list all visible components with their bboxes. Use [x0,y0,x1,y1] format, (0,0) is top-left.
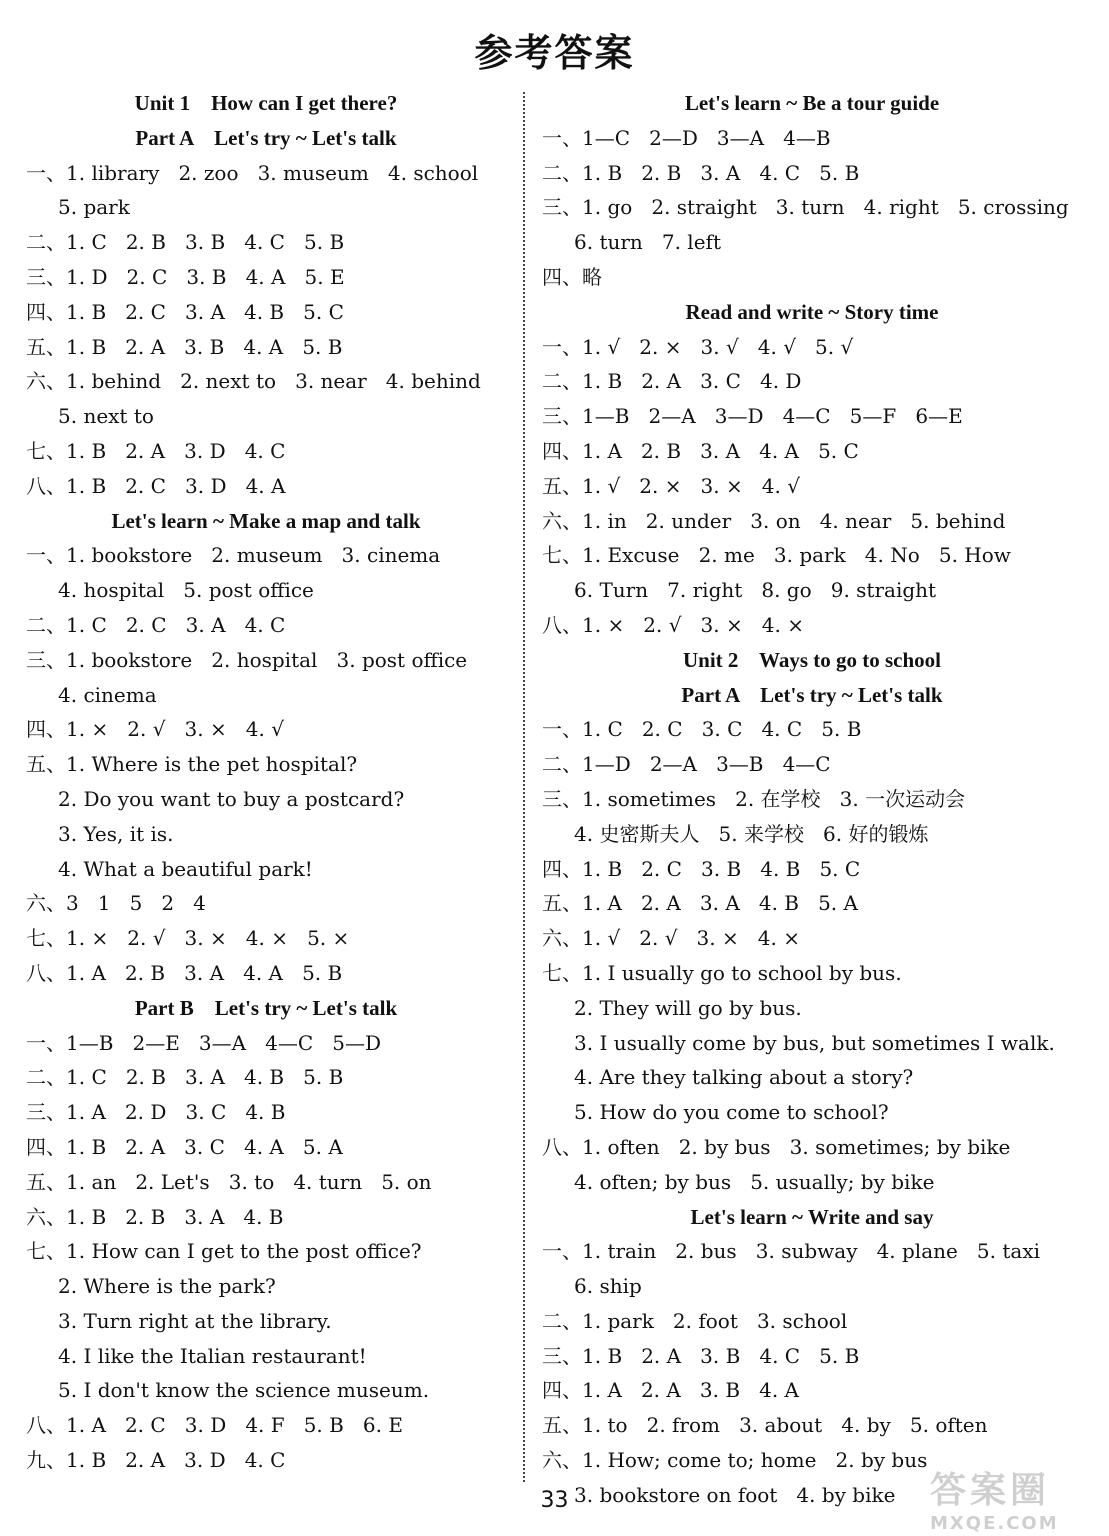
answer-line: 5. park [58,195,130,220]
answer-line: 五、1. Where is the pet hospital? [26,752,358,777]
answer-line: 五、1. √ 2. × 3. × 4. √ [542,473,800,498]
answer-line: 六、1. behind 2. next to 3. near 4. behind [26,369,481,394]
answer-column-right [542,86,1082,1513]
answer-line: 2. Where is the park? [58,1274,276,1299]
answer-line: 5. next to [58,404,154,429]
answer-line: 3. I usually come by bus, but sometimes I walk. [574,1030,1055,1055]
answer-line: 3. Yes, it is. [58,821,174,846]
answer-line: 二、1. C 2. B 3. A 4. B 5. B [26,1065,344,1090]
answer-line: 三、1. B 2. A 3. B 4. C 5. B [542,1343,860,1368]
answer-line: 2. They will go by bus. [574,995,802,1020]
section-heading: Let's learn ~ Write and say [690,1204,934,1229]
answer-line: 八、1. A 2. C 3. D 4. F 5. B 6. E [26,1413,403,1438]
section-heading: Let's learn ~ Make a map and talk [111,508,421,533]
answer-line: 四、1. × 2. √ 3. × 4. √ [26,717,284,742]
answer-line: 4. What a beautiful park! [58,856,313,881]
answer-line: 2. Do you want to buy a postcard? [58,786,405,811]
watermark-url: MXQE.COM [930,1513,1059,1534]
answer-line: 一、1. √ 2. × 3. √ 4. √ 5. √ [542,334,854,359]
answer-line: 4. cinema [58,682,157,707]
answer-line: 一、1. library 2. zoo 3. museum 4. school [26,160,479,185]
answer-line: 一、1. train 2. bus 3. subway 4. plane 5. taxi [542,1239,1040,1264]
answer-line: 七、1. B 2. A 3. D 4. C [26,438,286,463]
answer-line: 五、1. to 2. from 3. about 4. by 5. often [542,1413,988,1438]
answer-line: 3. Turn right at the library. [58,1308,332,1333]
answer-line: 四、1. A 2. B 3. A 4. A 5. C [542,438,859,463]
answer-line: 四、1. B 2. C 3. A 4. B 5. C [26,299,344,324]
answer-line: 八、1. B 2. C 3. D 4. A [26,473,286,498]
section-heading: Read and write ~ Story time [685,299,939,324]
answer-line: 4. Are they talking about a story? [574,1065,914,1090]
answer-line: 七、1. Excuse 2. me 3. park 4. No 5. How [542,543,1011,568]
answer-line: 六、1. in 2. under 3. on 4. near 5. behind [542,508,1006,533]
answer-line: 七、1. I usually go to school by bus. [542,960,902,985]
answer-line: 5. I don't know the science museum. [58,1378,430,1403]
answer-line: 五、1. an 2. Let's 3. to 4. turn 5. on [26,1169,432,1194]
answer-line: 九、1. B 2. A 3. D 4. C [26,1448,286,1473]
answer-line: 八、1. often 2. by bus 3. sometimes; by bike [542,1134,1011,1159]
answer-line: 二、1. C 2. C 3. A 4. C [26,612,286,637]
answer-line: 八、1. × 2. √ 3. × 4. × [542,612,804,637]
column-divider [523,92,525,1482]
answer-line: 一、1. bookstore 2. museum 3. cinema [26,543,441,568]
answer-line: 六、1. B 2. B 3. A 4. B [26,1204,284,1229]
answer-line: 二、1—D 2—A 3—B 4—C [542,752,831,777]
answer-line: 二、1. B 2. A 3. C 4. D [542,369,802,394]
answer-line: 五、1. B 2. A 3. B 4. A 5. B [26,334,343,359]
answer-line: 三、1. A 2. D 3. C 4. B [26,1100,286,1125]
answer-line: 三、1. D 2. C 3. B 4. A 5. E [26,264,345,289]
section-heading: Part B Let's try ~ Let's talk [134,995,398,1020]
answer-line: 六、1. How; come to; home 2. by bus [542,1448,928,1473]
section-heading: Let's learn ~ Be a tour guide [684,91,940,115]
section-heading: Part A Let's try ~ Let's talk [681,682,943,707]
answer-column-left [26,86,506,1478]
answer-line: 二、1. B 2. B 3. A 4. C 5. B [542,160,860,185]
answer-line: 二、1. park 2. foot 3. school [542,1308,848,1333]
page-number: 33 [540,1488,569,1513]
answer-line: 一、1—C 2—D 3—A 4—B [542,125,831,150]
answer-line: 4. 史密斯夫人 5. 来学校 6. 好的锻炼 [574,821,929,846]
answer-line: 八、1. A 2. B 3. A 4. A 5. B [26,960,343,985]
answer-line: 三、1. bookstore 2. hospital 3. post office [26,647,468,672]
answer-line: 四、略 [542,264,602,289]
watermark-text: 答案圈 [930,1470,1051,1511]
answer-line: 一、1. C 2. C 3. C 4. C 5. B [542,717,862,742]
answer-line: 4. I like the Italian restaurant! [58,1343,367,1368]
answer-line: 三、1—B 2—A 3—D 4—C 5—F 6—E [542,404,963,429]
answer-line: 二、1. C 2. B 3. B 4. C 5. B [26,230,345,255]
answer-line: 四、1. A 2. A 3. B 4. A [542,1378,800,1403]
section-heading: Unit 2 Ways to go to school [682,647,942,672]
answer-line: 六、1. √ 2. √ 3. × 4. × [542,926,800,951]
watermark-logo [930,1462,1090,1532]
page-title: 参考答案 [474,31,635,75]
answer-line: 三、1. sometimes 2. 在学校 3. 一次运动会 [542,786,966,811]
answer-line: 七、1. × 2. √ 3. × 4. × 5. × [26,926,350,951]
answer-line: 4. hospital 5. post office [58,578,314,603]
answer-line: 六、3 1 5 2 4 [26,891,206,916]
answer-line: 6. ship [574,1274,642,1299]
answer-line: 四、1. B 2. A 3. C 4. A 5. A [26,1134,343,1159]
answer-line: 6. Turn 7. right 8. go 9. straight [574,578,937,603]
answer-line: 四、1. B 2. C 3. B 4. B 5. C [542,856,861,881]
answer-line: 3. bookstore on foot 4. by bike [574,1482,896,1507]
answer-line: 一、1—B 2—E 3—A 4—C 5—D [26,1030,381,1055]
answer-line: 七、1. How can I get to the post office? [26,1239,422,1264]
section-heading: Unit 1 How can I get there? [134,91,398,115]
answer-line: 4. often; by bus 5. usually; by bike [574,1169,935,1194]
answer-line: 6. turn 7. left [574,230,721,255]
answer-line: 三、1. go 2. straight 3. turn 4. right 5. crossing [542,195,1069,220]
answer-line: 五、1. A 2. A 3. A 4. B 5. A [542,891,858,916]
answer-line: 5. How do you come to school? [574,1100,889,1125]
section-heading: Part A Let's try ~ Let's talk [135,125,397,150]
